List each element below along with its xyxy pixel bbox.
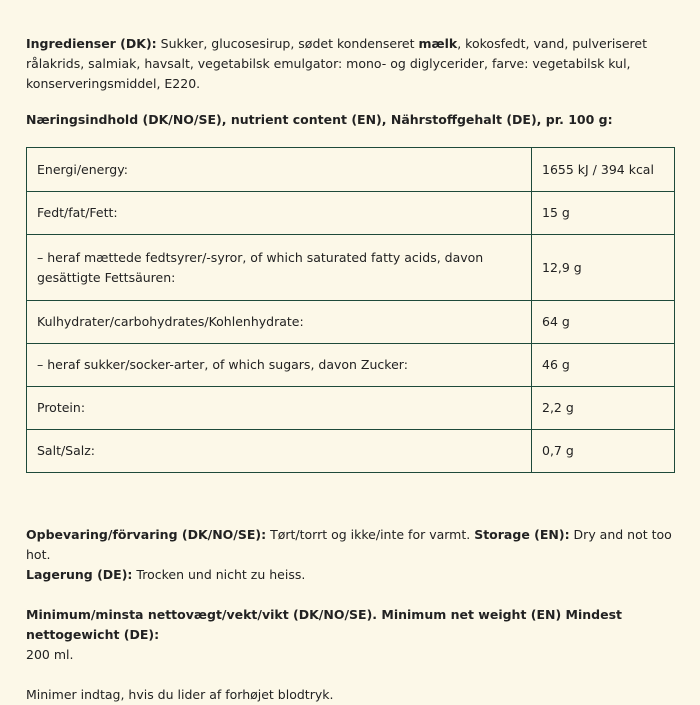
nutrient-value: 15 g <box>532 192 675 235</box>
storage-label-de: Lagerung (DE): <box>26 567 133 582</box>
net-weight-label: Minimum/minsta nettovægt/vekt/vikt (DK/NO/SE). Minimum net weight (EN) Mindest nettogewicht (DE): <box>26 607 623 642</box>
table-row <box>27 344 675 387</box>
table-row <box>27 430 675 473</box>
nutrition-heading: Næringsindhold (DK/NO/SE), nutrient content (EN), Nährstoffgehalt (DE), pr. 100 g: <box>26 112 613 127</box>
net-weight-value: 200 ml. <box>26 647 74 662</box>
table-row <box>27 301 675 344</box>
nutrient-name: Energi/energy: <box>27 148 532 192</box>
table-row <box>27 235 675 301</box>
nutrient-name: Protein: <box>27 387 532 430</box>
storage-paragraph <box>26 525 676 585</box>
nutrient-name: Kulhydrater/carbohydrates/Kohlenhydrate: <box>27 301 532 344</box>
nutrient-name: Fedt/fat/Fett: <box>27 192 532 235</box>
nutrient-name: Salt/Salz: <box>27 430 532 473</box>
net-weight-paragraph <box>26 605 676 665</box>
nutrient-value: 1655 kJ / 394 kcal <box>532 148 675 192</box>
ingredients-allergen: mælk <box>418 36 458 51</box>
table-row <box>27 192 675 235</box>
ingredients-label: Ingredienser (DK): <box>26 36 157 51</box>
product-info <box>26 34 676 705</box>
nutrition-table <box>26 147 675 473</box>
nutrient-value: 12,9 g <box>532 235 675 301</box>
table-row <box>27 148 675 192</box>
storage-text-en: Dry and not too hot. <box>26 527 672 562</box>
table-row <box>27 387 675 430</box>
storage-label-en: Storage (EN): <box>474 527 570 542</box>
nutrient-value: 0,7 g <box>532 430 675 473</box>
storage-text-de: Trocken und nicht zu heiss. <box>132 567 306 582</box>
nutrient-value: 46 g <box>532 344 675 387</box>
nutrient-value: 64 g <box>532 301 675 344</box>
nutrient-value: 2,2 g <box>532 387 675 430</box>
health-warning: Minimer indtag, hvis du lider af forhøjet blodtryk. <box>26 687 334 702</box>
storage-label-dk: Opbevaring/förvaring (DK/NO/SE): <box>26 527 267 542</box>
ingredients-text-1: Sukker, glucosesirup, sødet kondenseret <box>156 36 419 51</box>
nutrient-name: – heraf mættede fedtsyrer/-syror, of which saturated fatty acids, davon gesättigte Fettsäuren: <box>27 235 532 301</box>
ingredients-text-2: , kokosfedt, vand, pulveriseret rålakrids, salmiak, havsalt, vegetabilsk emulgator: mono- og diglycerider, farve: vegetabilsk kul, konserveringsmiddel, E220. <box>26 36 647 91</box>
ingredients-paragraph <box>26 34 676 94</box>
storage-text-dk: Tørt/torrt og ikke/inte for varmt. <box>266 527 475 542</box>
nutrient-name: – heraf sukker/socker-arter, of which sugars, davon Zucker: <box>27 344 532 387</box>
